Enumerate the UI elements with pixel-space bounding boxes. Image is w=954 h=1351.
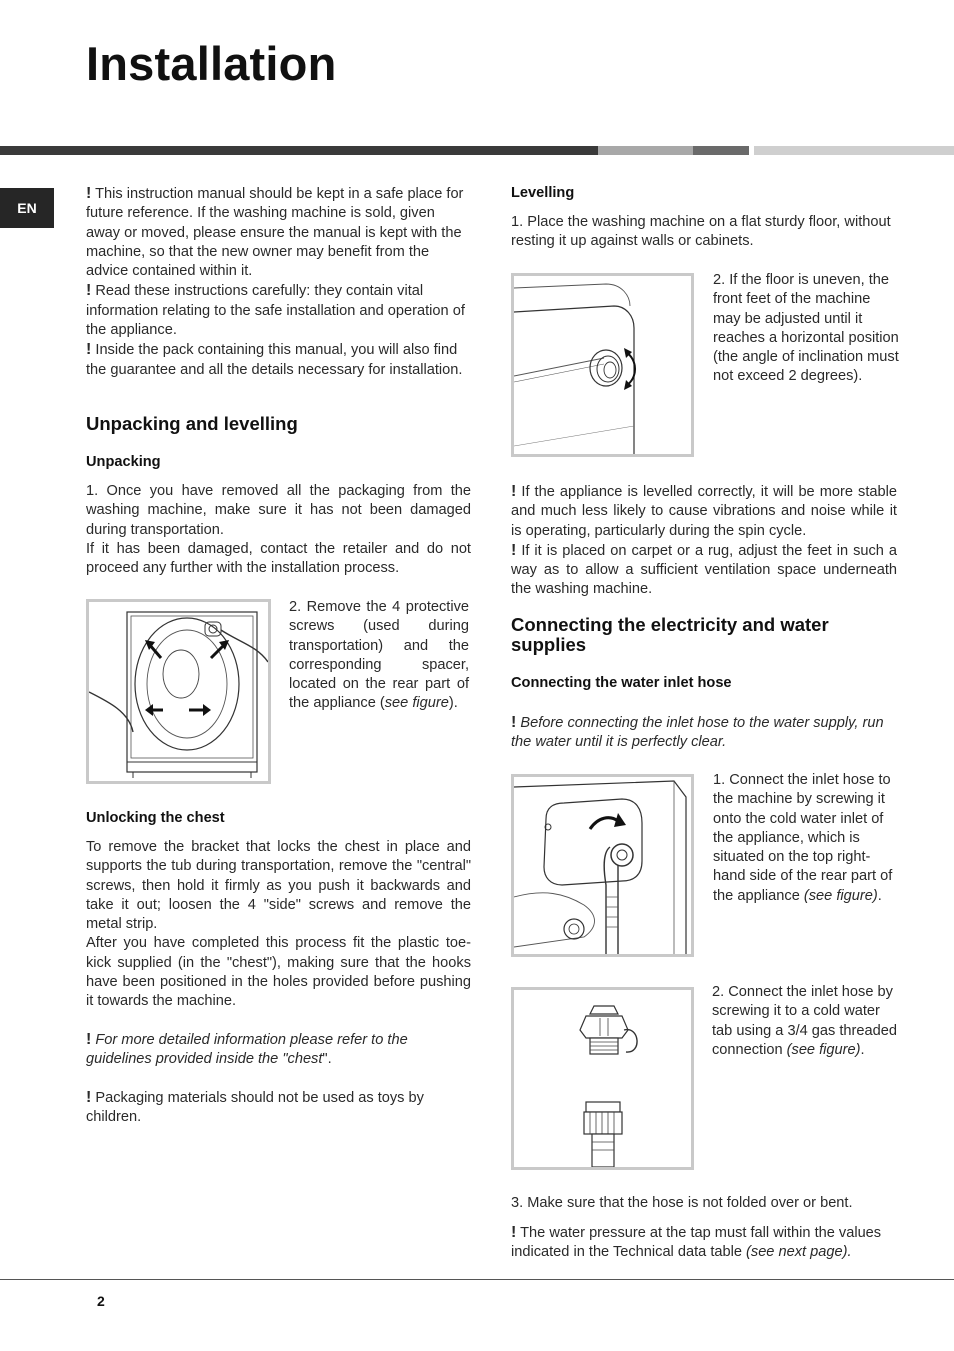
header-band-mid [693,146,749,155]
chest-note: ! For more detailed information please refer to the guidelines provided inside the "chest". [86,1031,408,1068]
intro-para-3: ! Inside the pack containing this manual, you will also find the guarantee and all the details necessary for installation. [86,341,463,378]
inlet-step2: 2. Connect the inlet hose by screwing it to a cold water tab using a 3/4 gas threaded connection (see figure). [712,984,897,1058]
footer-rule [0,1279,954,1280]
chest-text: To remove the bracket that locks the chest in place and supports the tub during transportation, remove the "central" screws, then hold it firmly as you push it backwards and take it out; loosen the 4 "side" screws and remove the metal strip. After you have completed this process fit the plastic toe-kick supplied (in the "chest"), making sure that the hooks have been positioned in the holes provided before pushing it towards the machine. [86,839,471,1010]
subheading-levelling: Levelling [511,185,575,201]
section-title-unpacking: Unpacking and levelling [86,413,298,434]
section-title-connecting: Connecting the electricity and water supplies [511,614,829,655]
header-band-dark [0,146,598,155]
subheading-water-inlet: Connecting the water inlet hose [511,675,732,691]
subheading-unlocking-chest: Unlocking the chest [86,810,225,826]
page-title: Installation [86,37,337,90]
page-number: 2 [97,1293,105,1309]
inlet-step1: 1. Connect the inlet hose to the machine by screwing it onto the cold water inlet of the appliance, which is situated on the top right-hand side of the rear part of the appliance (see figure). [713,772,893,904]
levelling-step1: 1. Place the washing machine on a flat sturdy floor, without resting it up against walls or cabinets. [511,214,891,250]
figure-tap-connection [511,987,694,1170]
figure-inlet-hose-machine [511,774,694,957]
intro-block [86,184,471,380]
header-band-lighter [754,146,954,155]
intro-para-2: ! Read these instructions carefully: they contain vital information relating to the safe installation and operation of the appliance. [86,282,465,339]
header-band-light [598,146,693,155]
inlet-step3: 3. Make sure that the hose is not folded over or bent. [511,1195,853,1211]
unpacking-step2: 2. Remove the 4 protective screws (used during transportation) and the corresponding spacer, located on the rear part of the appliance (see figure). [289,599,469,712]
unpacking-step1: 1. Once you have removed all the packaging from the washing machine, make sure it has not been damaged during transportation. If it has been damaged, contact the retailer and do not proceed any further with the installation process. [86,483,471,577]
intro-para-1: ! This instruction manual should be kept in a safe place for future reference. If the washing machine is sold, given away or moved, please ensure the manual is kept with the machine, so that the new owner may benefit from the advice contained within it. [86,185,464,280]
language-tab: EN [0,188,54,228]
levelling-notes: ! If the appliance is levelled correctly, it will be more stable and much less likely to cause vibrations and noise while it is operating, particularly during the spin cycle. ! If it is placed on carpet or a rug, adjust the feet in such a way as to allow a sufficient ventilation space underneath the washing machine. [511,483,898,598]
levelling-step2: 2. If the floor is uneven, the front feet of the machine may be adjusted until it reaches a horizontal position (the angle of inclination must not exceed 2 degrees). [713,272,899,385]
figure-rear-screws [86,599,271,784]
water-pressure-note: ! The water pressure at the tap must fall within the values indicated in the Technical data table (see next page). [511,1224,882,1261]
packaging-warning: ! Packaging materials should not be used as toys by children. [86,1089,424,1126]
figure-levelling-feet [511,273,694,457]
inlet-note: ! Before connecting the inlet hose to the water supply, run the water until it is perfectly clear. [511,714,884,751]
subheading-unpacking: Unpacking [86,454,161,470]
